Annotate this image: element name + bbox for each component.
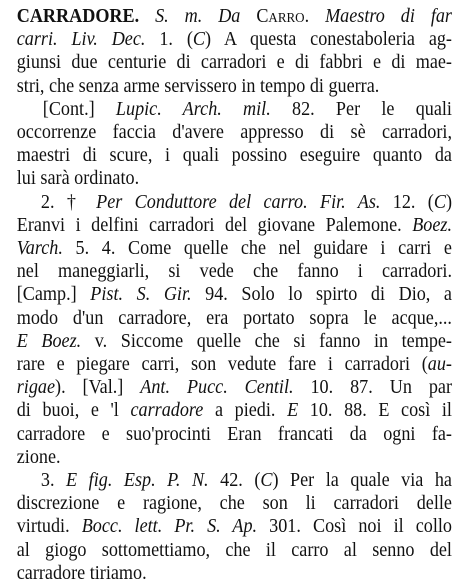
text-run: 2. † [40,191,97,213]
text-run: 42. ( [208,470,261,492]
text-run: Boez. [412,214,452,236]
entry-line [17,51,452,74]
text-run: occorrenze faccia d'avere appresso di sè carradori, [16,122,452,144]
text-run: 301. Così noi il collo [257,516,452,538]
text-run: C [260,470,273,492]
text-run: ). [Val.] [55,377,141,399]
text-run: 12. ( [380,191,434,213]
entry-line [17,469,452,492]
text-run [240,6,256,27]
text-run: di buoi, e 'l [16,400,131,422]
text-run: 10. 88. E così il [298,400,452,422]
text-run: E [287,400,299,422]
text-run: 5. 4. Come quelle che nel guidare i carri e [62,238,452,260]
entry-line [17,353,452,376]
text-run: 94. Solo lo spirto di Dio, a [191,284,452,306]
entry-line [17,283,452,306]
text-run: al giogo sottomettiamo, che il carro al senno del [16,539,452,561]
text-run: ) A questa conestaboleria ag- [205,29,452,51]
text-run: lui sarà ordinato. [16,168,140,190]
text-run: nel maneggiarli, si vede che fanno i carradori. [16,261,452,283]
text-run: Lupic. Arch. mil. [115,98,271,120]
entry-line [17,121,452,144]
entry-line [17,399,452,422]
text-run: carradore [130,400,204,422]
text-run: rare e piegare carri, son vedute fare i carradori ( [16,354,428,376]
dictionary-entry [16,5,452,585]
text-run: au- [427,354,452,376]
entry-line [17,539,452,562]
text-run: Ant. Pucc. Centil. [140,377,294,399]
text-run: C [433,191,446,213]
text-run: Varch. [16,238,63,260]
entry-line [17,191,452,214]
text-run: . [304,6,326,27]
text-run: a piedi. [203,400,288,422]
entry-line [17,376,452,399]
entry-line [17,237,452,260]
text-run: stri, che senza arme servissero in tempo di guerra. [16,75,380,97]
entry-line [17,167,452,190]
text-run: 10. 87. Un par [293,377,452,399]
text-run: 3. [40,470,67,492]
entry-line [17,515,452,538]
text-run: Per Conduttore del carro. Fir. As. [96,191,381,213]
text-run: E Boez. [16,330,82,352]
entry-line [17,75,452,98]
entry-line [17,562,452,585]
entry-line [17,307,452,330]
headword: CARRADORE. [16,6,140,27]
text-run: Pist. S. Gir. [90,284,192,306]
text-run: carradore tiriamo. [16,562,147,584]
text-run: C [192,29,206,51]
entry-line [17,5,452,28]
text-run: zione. [16,446,61,468]
text-run: [Cont.] [42,98,116,120]
text-run: maestri di scure, i quali possino eseguire quanto da [16,145,452,167]
text-run: ) [445,191,452,213]
text-run: [Camp.] [16,284,91,306]
text-run: Maestro di far [325,6,452,27]
text-run: carri. Liv. Dec. [16,29,146,51]
text-run: ) Per la quale via ha [272,470,452,492]
text-run: giunsi due centurie di carradori e di fabbri e di mae- [16,52,452,74]
entry-line [17,144,452,167]
entry-line [17,28,452,51]
text-run: Eranvi i delfini carradori del giovane Palemone. [16,214,413,236]
text-run: Carro [256,6,305,27]
text-run: v. Siccome quelle che si fanno in tempe- [81,330,452,352]
text-run [139,6,155,27]
text-run: 1. ( [145,29,193,51]
text-run: rigae [16,377,56,399]
text-run: discrezione e ragione, che son li carradori delle [16,493,452,515]
entry-line [17,260,452,283]
entry-line [17,98,452,121]
text-run: carradore e suo'procinti Eran francati da ogni fa- [16,423,452,445]
text-run: S. m. Da [155,6,241,27]
entry-line [17,446,452,469]
entry-line [17,330,452,353]
text-run: Bocc. lett. Pr. S. Ap. [81,516,258,538]
text-run: E fig. Esp. P. N. [66,470,209,492]
text-run: modo d'un carradore, era portato sopra le acque,... [16,307,452,329]
text-run: 82. Per le quali [270,98,452,120]
entry-line [17,214,452,237]
text-run: virtudi. [16,516,82,538]
entry-line [17,423,452,446]
entry-line [17,492,452,515]
